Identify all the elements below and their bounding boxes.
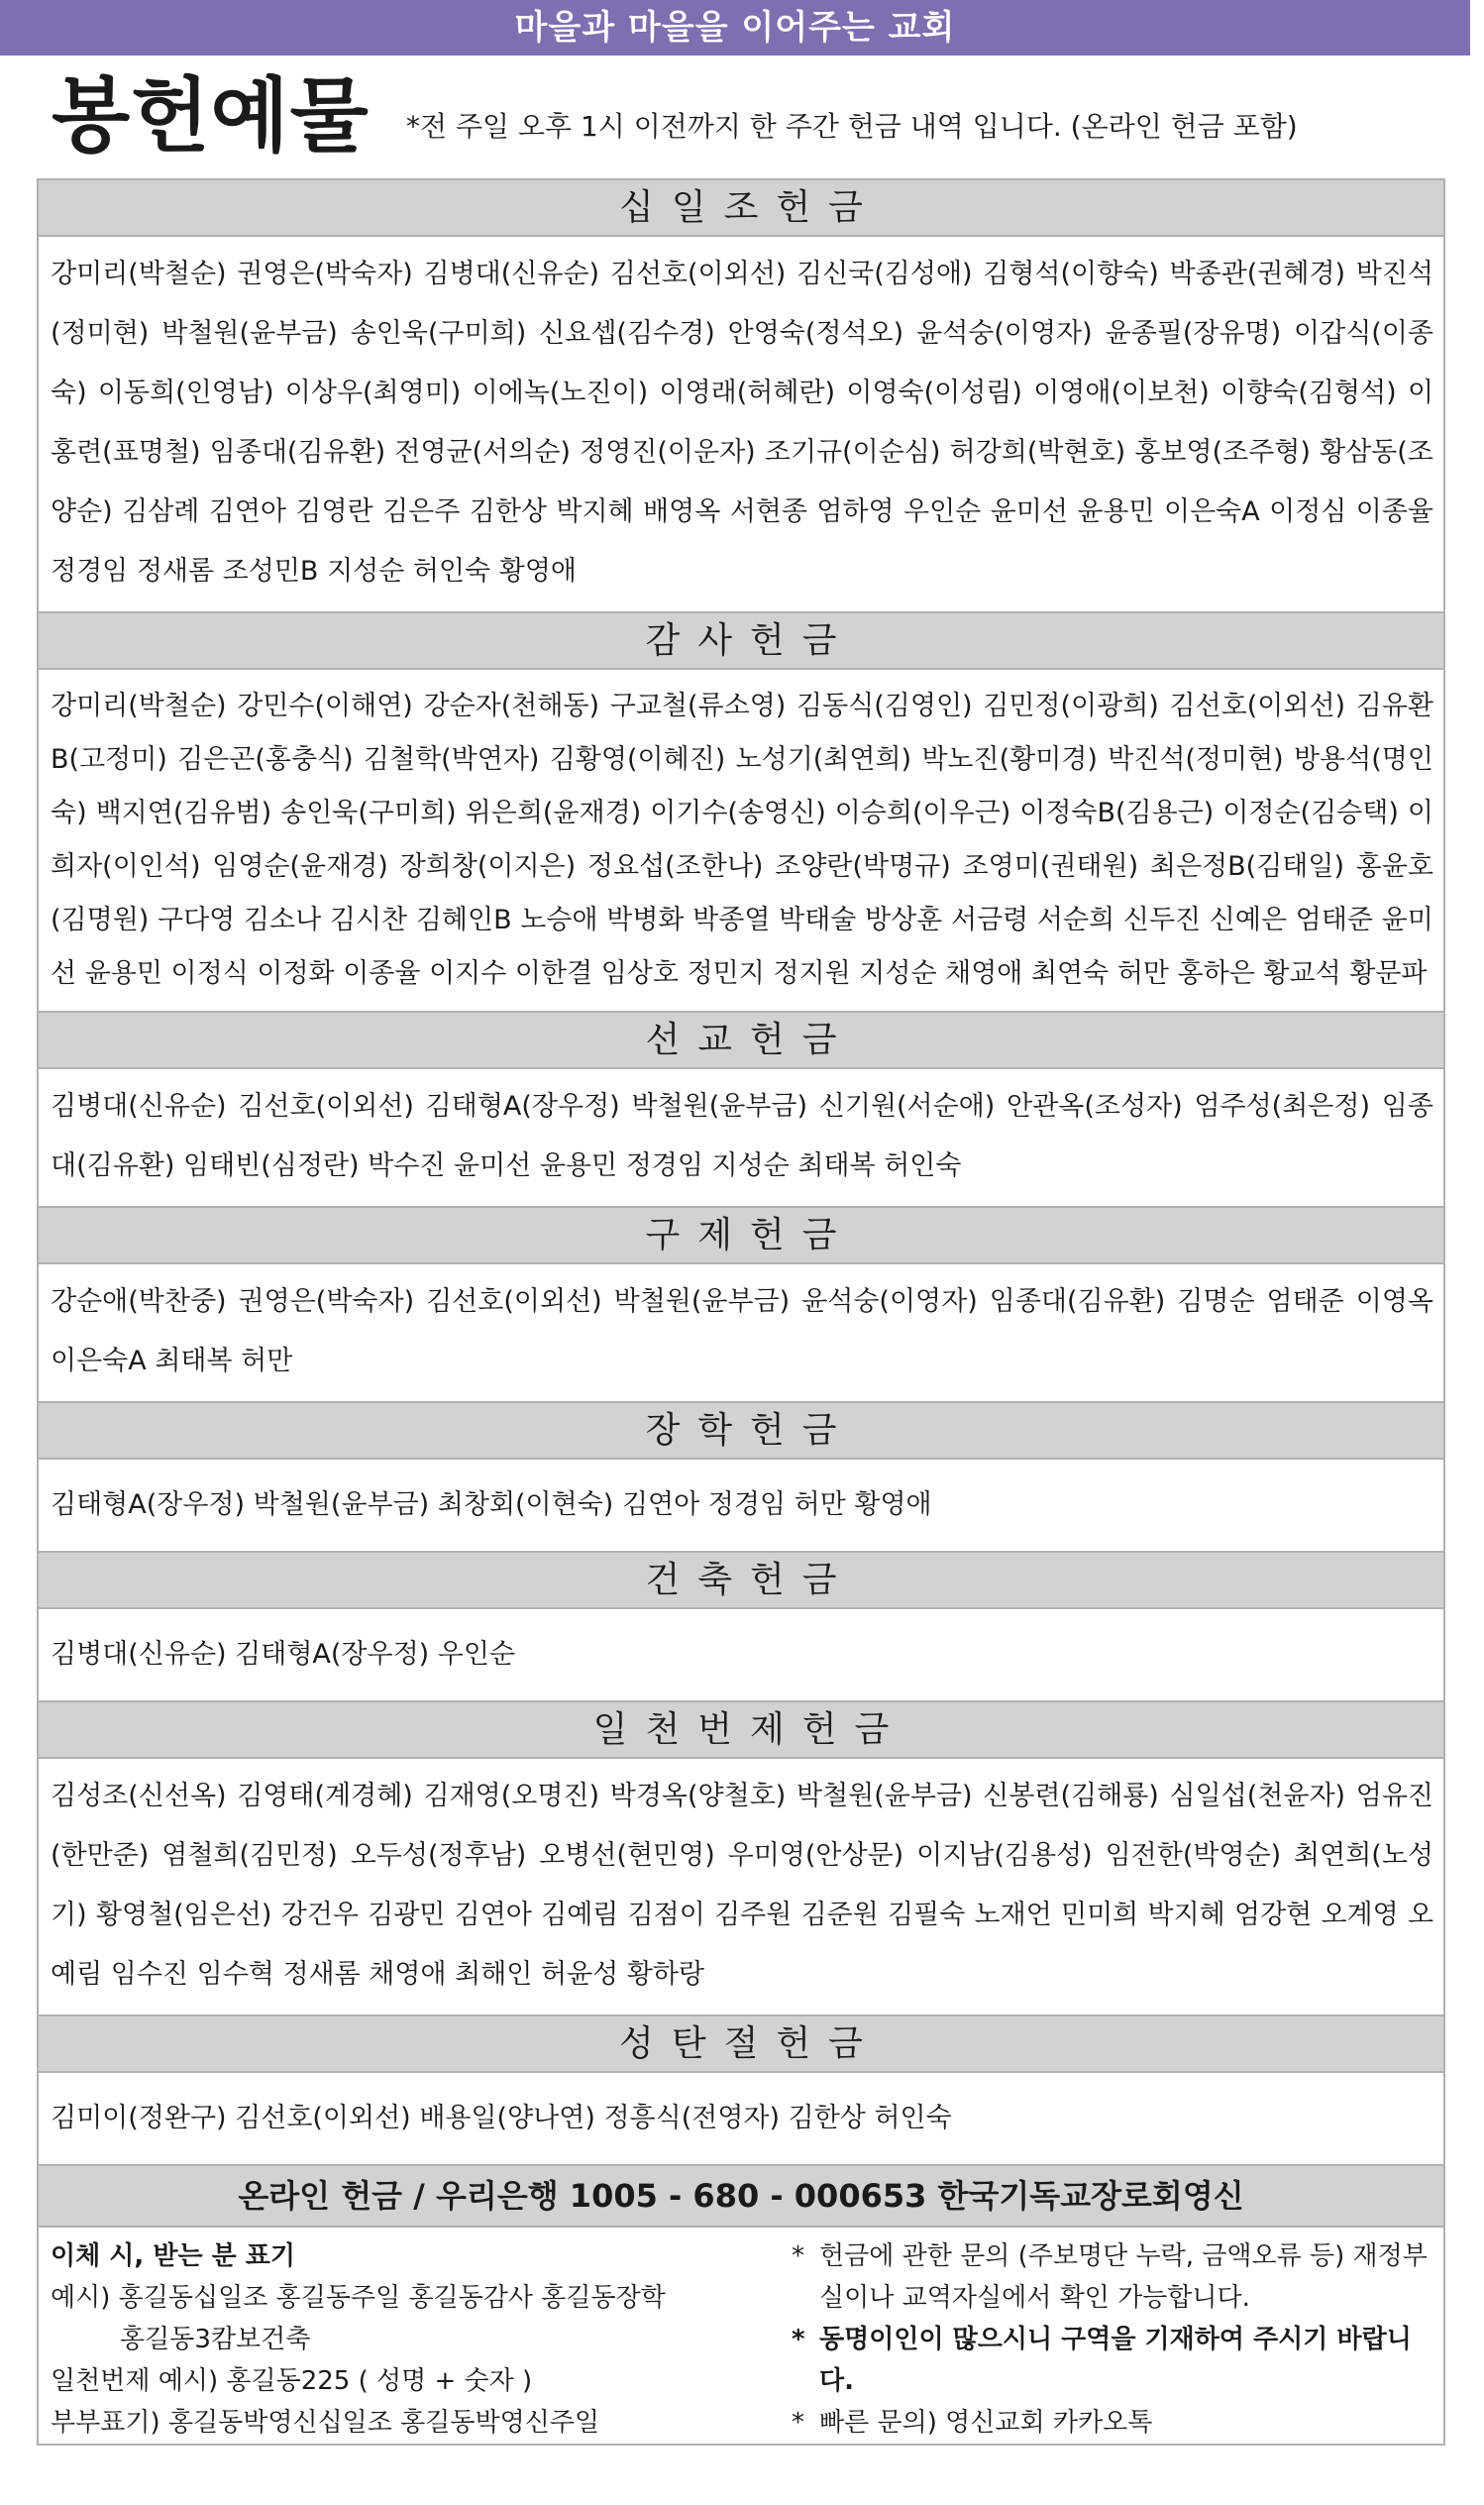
donor-name: 김선호(이외선)	[238, 1091, 414, 1122]
online-offering-account: 온라인 헌금 / 우리은행 1005 - 680 - 000653 한국기독교장로회영신	[39, 2164, 1443, 2228]
section-names-thousand-offering	[39, 1759, 1443, 2015]
donor-name: 김영란	[295, 496, 373, 527]
donor-name: 최연희(노성기)	[51, 1840, 1433, 1930]
inquiry-note-text: 헌금에 관한 문의 (주보명단 누락, 금액오류 등) 재정부실이나 교역자실에서 확인 가능합니다.	[819, 2241, 1428, 2313]
section-heading-thousand-offering: 일천번제헌금	[39, 1700, 1443, 1759]
donor-name: 임영순(윤재경)	[212, 851, 388, 882]
donor-name: 김성조(신선옥)	[51, 1781, 227, 1811]
donor-name: 허만	[794, 1489, 846, 1520]
donor-name: 위은희(윤재경)	[465, 798, 642, 828]
donor-name: 김선호(이외선)	[426, 1286, 602, 1317]
donor-name: 서순희	[1036, 905, 1115, 935]
donor-name: 박노진(황미경)	[921, 744, 1098, 775]
donor-name: 박태술	[779, 905, 857, 935]
donor-name: 황영철(임은선)	[95, 1900, 272, 1930]
section-names-mission	[39, 1069, 1443, 1206]
donor-name: 이정숙B(김용근)	[1019, 798, 1215, 828]
donor-name: 지성순	[711, 1150, 790, 1181]
section-heading-thanks: 감사헌금	[39, 611, 1443, 670]
donor-name: 지성순	[327, 556, 405, 587]
donor-name: 김연아	[454, 1900, 532, 1930]
donor-name: 박종열	[692, 905, 771, 935]
donor-name: 조성민B	[222, 556, 319, 587]
donor-name: 김미이(정완구)	[51, 2103, 227, 2133]
donor-name: 이영래(허혜란)	[659, 378, 836, 408]
donor-name: 김재영(오명진)	[423, 1781, 600, 1811]
donor-name: 정영진(이운자)	[580, 437, 756, 468]
donor-name: 오예림	[51, 1900, 1434, 1990]
donor-name: 신두진	[1122, 905, 1202, 935]
donor-name: 박종관(권혜경)	[1169, 259, 1346, 289]
donor-name: 신예은	[1209, 905, 1288, 935]
donor-name: 임종대(김유환)	[51, 1091, 1433, 1181]
inquiry-note	[792, 2319, 1435, 2402]
section-heading-building: 건축헌금	[39, 1551, 1443, 1609]
donor-name: 최은정B(김태일)	[1149, 851, 1344, 882]
donor-name: 오두성(정후남)	[350, 1840, 527, 1871]
donor-name: 배영옥	[643, 496, 721, 527]
donor-name: 김민정(이광희)	[983, 691, 1159, 721]
donor-name: 이에녹(노진이)	[472, 378, 649, 408]
donor-name: 백지연(김유범)	[95, 798, 272, 828]
donor-name: 이은숙A	[1163, 496, 1260, 527]
donor-name: 윤용민	[539, 1150, 618, 1181]
donor-name: 윤용민	[84, 958, 162, 989]
donor-name: 방용석(명인숙)	[51, 744, 1433, 828]
donor-name: 김준원	[800, 1900, 879, 1930]
donor-name: 윤미선	[454, 1150, 532, 1181]
donor-name: 서금령	[950, 905, 1029, 935]
donor-name: 서현종	[729, 496, 807, 527]
donor-name: 김삼례	[122, 496, 200, 527]
donor-name: 이희자(이인석)	[51, 798, 1433, 882]
donor-name: 박진석(정미현)	[1108, 744, 1284, 775]
donor-name: 김태형A(장우정)	[425, 1091, 620, 1122]
donor-name: 김소나	[243, 905, 322, 935]
donor-name: 김선호(이외선)	[1169, 691, 1346, 721]
asterisk-icon: *	[792, 2408, 804, 2438]
donor-name: 구교철(류소영)	[609, 691, 787, 721]
donor-name: 김병대(신유순)	[423, 259, 600, 289]
donor-name: 김점이	[627, 1900, 705, 1930]
donor-name: 허윤성	[540, 1959, 619, 1990]
donor-name: 이정화	[257, 958, 335, 989]
inquiry-notes	[792, 2235, 1435, 2444]
donor-name: 조기규(이순심)	[764, 437, 941, 468]
donor-name: 정경임	[707, 1489, 787, 1520]
donor-name: 노승애	[520, 905, 598, 935]
donor-name: 강미리(박철순)	[51, 259, 227, 289]
donor-name: 김은주	[382, 496, 461, 527]
donor-name: 박지혜	[1147, 1900, 1225, 1930]
donor-name: 이영옥	[1355, 1286, 1433, 1317]
donor-name: 송인욱(구미희)	[280, 798, 457, 828]
donor-name: 강순자(천해동)	[423, 691, 600, 721]
donor-name: 정경임	[625, 1150, 703, 1181]
donor-name: 김예림	[541, 1900, 619, 1930]
section-names-tithe	[39, 237, 1443, 611]
donor-name: 민미희	[1061, 1900, 1139, 1930]
donor-name: 정흥식(전영자)	[603, 2103, 781, 2133]
donor-name: 김명순	[1177, 1286, 1255, 1317]
transfer-example-line: 일천번제 예시) 홍길동225 ( 성명 + 숫자 )	[51, 2366, 533, 2396]
donor-name: 김선호(이외선)	[609, 259, 787, 289]
donor-name: 이기수(송영신)	[650, 798, 826, 828]
donor-name: 홍윤호(김명원)	[51, 851, 1433, 935]
donor-name: 김광민	[368, 1900, 446, 1930]
asterisk-icon: *	[792, 2325, 805, 2354]
donor-name: 황삼동(조양순)	[51, 437, 1433, 527]
donor-name: 안관옥(조성자)	[1007, 1091, 1183, 1122]
donor-name: 김연아	[621, 1489, 700, 1520]
offering-period-note: *전 주일 오후 1시 이전까지 한 주간 헌금 내역 입니다. (온라인 헌금 포함)	[406, 110, 1298, 143]
donor-name: 정지원	[773, 958, 851, 989]
section-heading-relief: 구제헌금	[39, 1206, 1443, 1264]
donor-name: 김시찬	[329, 905, 408, 935]
section-heading-tithe: 십일조헌금	[39, 180, 1443, 237]
donor-name: 이상우(최영미)	[284, 378, 462, 408]
donor-name: 이지수	[429, 958, 507, 989]
donor-name: 박철원(윤부금)	[161, 318, 338, 349]
donor-name: 허만	[1116, 958, 1169, 989]
donor-name: 엄태준	[1295, 905, 1373, 935]
donor-name: 전영균(서의순)	[394, 437, 571, 468]
inquiry-note-text: 빠른 문의) 영신교회 카카오톡	[819, 2408, 1153, 2438]
donor-name: 이정순(김승택)	[1222, 798, 1399, 828]
donor-name: 윤종필(장유명)	[1105, 318, 1282, 349]
donor-name: 강민수(이해연)	[237, 691, 413, 721]
donor-name: 임전한(박영순)	[1105, 1840, 1282, 1871]
donor-name: 김황영(이혜진)	[549, 744, 726, 775]
donor-name: 심일섭(천윤자)	[1169, 1781, 1346, 1811]
donor-name: 노재언	[974, 1900, 1052, 1930]
donor-name: 장희창(이지은)	[399, 851, 577, 882]
donor-name: 구다영	[158, 905, 236, 935]
donor-name: 방상훈	[865, 905, 943, 935]
donor-name: 지성순	[859, 958, 937, 989]
church-slogan-banner: 마을과 마을을 이어주는 교회	[0, 0, 1470, 55]
donor-name: 박철원(윤부금)	[631, 1091, 808, 1122]
donor-name: 노성기(최연희)	[735, 744, 912, 775]
donor-name: 허인숙	[874, 2103, 952, 2133]
section-names-scholarship	[39, 1460, 1443, 1551]
donor-name: 이향숙(김형석)	[1220, 378, 1397, 408]
donor-name: 김연아	[208, 496, 287, 527]
donor-name: 김철학(박연자)	[363, 744, 540, 775]
donor-name: 임수혁	[196, 1959, 274, 1990]
section-heading-scholarship: 장학헌금	[39, 1401, 1443, 1460]
donor-name: 조영미(권태원)	[962, 851, 1139, 882]
donor-name: 정새롬	[282, 1959, 361, 1990]
donor-name: 이갑식(이종숙)	[51, 318, 1433, 408]
donor-name: 이종율	[1355, 496, 1434, 527]
donor-name: 이지남(김용성)	[916, 1840, 1093, 1871]
transfer-guide-heading: 이체 시, 받는 분 표기	[51, 2241, 296, 2271]
inquiry-note-text: 동명이인이 많으시니 구역을 기재하여 주시기 바랍니다.	[819, 2325, 1412, 2396]
donor-name: 엄유진(한만준)	[51, 1781, 1433, 1871]
donor-name: 김영태(계경혜)	[237, 1781, 413, 1811]
donor-name: 엄주성(최은정)	[1194, 1091, 1370, 1122]
donor-name: 허만	[241, 1346, 293, 1376]
donor-name: 임태빈(심정란)	[183, 1150, 360, 1181]
donor-name: 윤미선	[990, 496, 1068, 527]
donor-name: 김선호(이외선)	[235, 2103, 411, 2133]
donor-name: 엄강현	[1233, 1900, 1313, 1930]
donor-name: 권영은(박숙자)	[237, 259, 413, 289]
donor-name: 김유환B(고정미)	[51, 691, 1433, 775]
section-names-christmas	[39, 2073, 1443, 2164]
donor-name: 정요섭(조한나)	[586, 851, 764, 882]
section-heading-christmas: 성탄절헌금	[39, 2015, 1443, 2073]
donor-name: 이정식	[170, 958, 249, 989]
donor-name: 김주원	[714, 1900, 793, 1930]
donor-name: 최창회(이현숙)	[437, 1489, 614, 1520]
donor-name: 염철희(김민정)	[161, 1840, 338, 1871]
donor-name: 정민지	[687, 958, 765, 989]
donor-name: 신기원(서순애)	[818, 1091, 996, 1122]
donor-name: 조양란(박명규)	[775, 851, 951, 882]
donor-name: 오병선(현민영)	[539, 1840, 715, 1871]
donor-name: 김한상	[469, 496, 547, 527]
donor-name: 이정심	[1269, 496, 1347, 527]
page-header	[0, 55, 1484, 174]
donor-name: 우미영(안상문)	[727, 1840, 904, 1871]
donor-name: 박철원(윤부금)	[796, 1781, 973, 1811]
donor-name: 김태형A(장우정)	[235, 1639, 430, 1670]
donor-name: 우인순	[437, 1639, 516, 1670]
donor-name: 엄하영	[816, 496, 895, 527]
donor-name: 이영애(이보천)	[1033, 378, 1210, 408]
donor-name: 엄태준	[1266, 1286, 1344, 1317]
donor-name: 신요셉(김수경)	[539, 318, 715, 349]
donor-name: 김태형A(장우정)	[51, 1489, 246, 1520]
donor-name: 윤미선	[51, 905, 1433, 989]
donor-name: 김필숙	[888, 1900, 966, 1930]
donor-name: 박지혜	[556, 496, 634, 527]
donor-name: 박철원(윤부금)	[253, 1489, 430, 1520]
donor-name: 박진석(정미현)	[51, 259, 1433, 349]
donor-name: 황하랑	[626, 1959, 705, 1990]
donor-name: 최태복	[155, 1346, 233, 1376]
donor-name: 김은곤(홍충식)	[177, 744, 354, 775]
donor-name: 채영애	[369, 1959, 447, 1990]
donor-name: 김한상	[788, 2103, 866, 2133]
donor-name: 임종대(김유환)	[209, 437, 386, 468]
donor-name: 최태복	[797, 1150, 876, 1181]
donor-name: 최해인	[455, 1959, 533, 1990]
donor-name: 강미리(박철순)	[51, 691, 227, 721]
transfer-guide	[51, 2235, 803, 2444]
donor-name: 황영애	[854, 1489, 932, 1520]
donor-name: 김병대(신유순)	[51, 1639, 227, 1670]
offering-board	[37, 178, 1445, 2446]
donor-name: 윤석숭(이영자)	[801, 1286, 978, 1317]
asterisk-icon: *	[792, 2241, 804, 2271]
donor-name: 김병대(신유순)	[51, 1091, 227, 1122]
donor-name: 윤석숭(이영자)	[916, 318, 1093, 349]
footer-notes	[39, 2228, 1443, 2444]
donor-name: 채영애	[945, 958, 1023, 989]
section-heading-mission: 선교헌금	[39, 1011, 1443, 1069]
donor-name: 홍보영(조주형)	[1134, 437, 1311, 468]
donor-name: 임상호	[600, 958, 679, 989]
donor-name: 김형석(이향숙)	[983, 259, 1159, 289]
donor-name: 강순애(박찬중)	[51, 1286, 227, 1317]
donor-name: 신봉련(김해룡)	[983, 1781, 1159, 1811]
donor-name: 허인숙	[412, 556, 491, 587]
donor-name: 권영은(박숙자)	[238, 1286, 415, 1317]
donor-name: 김신국(김성애)	[796, 259, 973, 289]
donor-name: 윤용민	[1077, 496, 1155, 527]
donor-name: 황영애	[498, 556, 577, 587]
donor-name: 박경옥(양철호)	[609, 1781, 787, 1811]
donor-name: 이동희(인영남)	[97, 378, 274, 408]
page-title: 봉헌예물	[52, 68, 370, 163]
donor-name: 이홍련(표명철)	[51, 378, 1434, 468]
inquiry-note	[792, 2402, 1435, 2444]
donor-name: 송인욱(구미희)	[350, 318, 527, 349]
donor-name: 박철원(윤부금)	[613, 1286, 791, 1317]
donor-name: 김혜인B	[415, 905, 512, 935]
donor-name: 황교석	[1263, 958, 1341, 989]
donor-name: 오계영	[1321, 1900, 1399, 1930]
donor-name: 이승희(이우근)	[834, 798, 1011, 828]
donor-name: 홍하은	[1177, 958, 1255, 989]
donor-name: 이영숙(이성림)	[846, 378, 1022, 408]
donor-name: 배용일(양나연)	[419, 2103, 595, 2133]
donor-name: 이종율	[343, 958, 421, 989]
section-names-relief	[39, 1264, 1443, 1401]
donor-name: 정경임	[51, 556, 129, 587]
donor-name: 박병화	[606, 905, 685, 935]
section-names-building	[39, 1609, 1443, 1700]
donor-name: 안영숙(정석오)	[727, 318, 904, 349]
donor-name: 정새롬	[136, 556, 215, 587]
donor-name: 이한결	[514, 958, 593, 989]
transfer-example-line: 부부표기) 홍길동박영신십일조 홍길동박영신주일	[51, 2408, 600, 2438]
donor-name: 임종대(김유환)	[989, 1286, 1166, 1317]
transfer-example-line: 예시) 홍길동십일조 홍길동주일 홍길동감사 홍길동장학	[51, 2283, 666, 2313]
donor-name: 김동식(김영인)	[796, 691, 973, 721]
donor-name: 황문파	[1349, 958, 1428, 989]
donor-name: 허인숙	[884, 1150, 962, 1181]
donor-name: 강건우	[280, 1900, 359, 1930]
donor-name: 허강희(박현호)	[949, 437, 1126, 468]
donor-name: 최연숙	[1030, 958, 1110, 989]
inquiry-note	[792, 2235, 1435, 2319]
donor-name: 임수진	[110, 1959, 189, 1990]
section-names-thanks	[39, 670, 1443, 1011]
donor-name: 박수진	[368, 1150, 446, 1181]
donor-name: 우인순	[903, 496, 982, 527]
transfer-example-line: 홍길동3캄보건축	[120, 2325, 311, 2354]
donor-name: 이은숙A	[51, 1346, 147, 1376]
